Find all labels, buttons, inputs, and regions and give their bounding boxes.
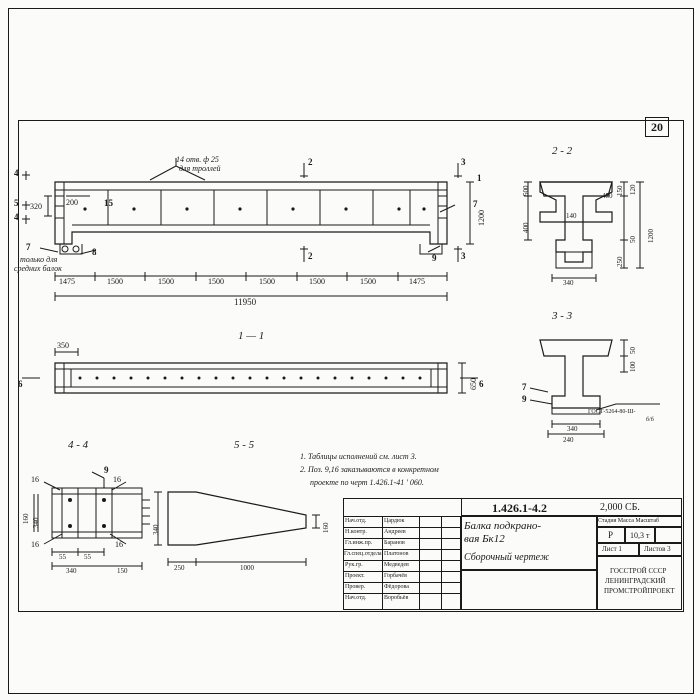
mark-1-top: 1	[477, 173, 482, 183]
dim-chain-7: 1500	[360, 277, 376, 286]
approval-col-2	[419, 516, 420, 610]
mark-7-left: 7	[26, 242, 31, 252]
approval-name-5: Горбачёв	[384, 573, 407, 579]
view-4-4-dim-55-b: 55	[84, 553, 91, 561]
approval-row-4	[343, 560, 461, 561]
dim-chain-4: 1500	[208, 277, 224, 286]
sheets-label: Листов 3	[644, 545, 671, 553]
dim-chain-2: 1500	[107, 277, 123, 286]
view-2-2-dim-400: 400	[522, 222, 530, 233]
view-3-3-dim-340: 340	[567, 425, 578, 433]
approval-role-4: Рук.гр.	[345, 562, 363, 568]
mark-7-right: 7	[473, 199, 478, 209]
dim-total: 11950	[234, 297, 257, 307]
title-bottom-cell	[461, 570, 597, 610]
label-1-1: 1 — 1	[238, 330, 265, 342]
view-4-4-mark-16-a: 16	[31, 475, 39, 484]
view-1-1-dim-650: 650	[469, 378, 478, 390]
view-1-1-mark-6-left: 6	[18, 379, 23, 389]
view-4-4-mark-16-c: 16	[31, 540, 39, 549]
approval-role-3: Гл.спец.отдела	[344, 551, 382, 557]
dim-200: 200	[66, 198, 78, 207]
dim-1200-top-view: 1200	[477, 210, 486, 226]
view-4-4-dim-160-v: 160	[22, 513, 30, 524]
view-5-5-dim-1000: 1000	[240, 564, 254, 572]
note-line-1: 1. Таблицы исполнений см. лист 3.	[300, 452, 417, 461]
mark-15: 15	[104, 198, 113, 208]
approval-row-3	[343, 549, 461, 550]
dim-chain-1: 1475	[59, 277, 75, 286]
org-line-2: ЛЕНИНГРАДСКИЙ	[605, 577, 666, 585]
dim-320: 320	[30, 202, 42, 211]
approval-name-6: Фёдорова	[384, 584, 409, 590]
view-1-1-dim-350: 350	[57, 341, 69, 350]
approval-name-0: Цардюк	[384, 518, 405, 524]
mark-4-lower: 4	[14, 212, 19, 222]
view-2-2-dim-150: 150	[616, 185, 624, 196]
view-5-5-dim-340: 340	[152, 524, 160, 535]
top-view-callout-holes-2: для троллей	[179, 164, 221, 173]
approval-row-7	[343, 593, 461, 594]
view-2-2-dim-1200: 1200	[647, 229, 655, 243]
view-3-3-dim-240: 240	[563, 436, 574, 444]
dim-chain-8: 1475	[409, 277, 425, 286]
mark-3-bottom: 3	[461, 251, 466, 261]
note-line-3: проекте по черт 1.426.1-41 ' 060.	[310, 478, 424, 487]
view-3-3-mark-7: 7	[522, 382, 527, 392]
approval-name-4: Медведев	[384, 562, 409, 568]
view-5-5-dim-160: 160	[322, 522, 330, 533]
label-3-3: 3 - 3	[552, 310, 573, 322]
dim-chain-6: 1500	[309, 277, 325, 286]
view-4-4-dim-340-v: 340	[32, 517, 40, 528]
approval-row-2	[343, 538, 461, 539]
title-line-1: Балка подкрано-	[464, 520, 542, 532]
view-3-3-weld-note-line2: б/б	[646, 417, 654, 423]
approval-name-3: Платонов	[384, 551, 409, 557]
approval-role-6: Провер.	[345, 584, 366, 590]
drawing-code: 1.426.1-4.2	[492, 501, 547, 515]
approval-col-3	[441, 516, 442, 610]
label-2-2: 2 - 2	[552, 145, 573, 157]
view-4-4-dim-55-a: 55	[59, 553, 66, 561]
note-only-for-line1: только для	[20, 255, 58, 264]
title-subtitle: Сборочный чертеж	[464, 552, 550, 563]
approval-col-1	[382, 516, 383, 610]
view-5-5-dim-250: 250	[174, 564, 185, 572]
view-4-4-dim-340-h: 340	[66, 567, 77, 575]
mark-2-top: 2	[308, 157, 313, 167]
approval-role-5: Проект.	[345, 573, 365, 579]
approval-name-1: Андреев	[384, 529, 406, 535]
dim-chain-5: 1500	[259, 277, 275, 286]
view-2-2-dim-500: 500	[522, 185, 530, 196]
view-1-1-mark-6-right: 6	[479, 379, 484, 389]
label-5-5: 5 - 5	[234, 439, 255, 451]
mark-8-left: 8	[92, 247, 97, 257]
approval-row-5	[343, 571, 461, 572]
mark-3-top: 3	[461, 157, 466, 167]
approval-role-7: Нач.отд.	[345, 595, 367, 601]
drawing-set: 2,000 СБ.	[600, 502, 640, 513]
dim-chain-3: 1500	[158, 277, 174, 286]
view-4-4-mark-16-b: 16	[113, 475, 121, 484]
org-line-1: ГОССТРОЙ СССР	[610, 567, 667, 575]
approval-role-0: Нач.отд.	[345, 518, 367, 524]
mark-2-bottom: 2	[308, 251, 313, 261]
approval-role-2: Гл.инж.пр.	[345, 540, 373, 546]
mark-5: 5	[14, 198, 19, 208]
mark-9-right: 9	[432, 253, 437, 263]
view-2-2-dim-140: 140	[566, 212, 577, 220]
stage-header: Стадия Масса Масштаб	[598, 518, 660, 524]
view-3-3-weld-note-line1: ГОСТ-5264-80-Ш-	[588, 409, 636, 415]
view-2-2-dim-50: 120	[629, 184, 637, 195]
view-3-3-mark-9: 9	[522, 394, 527, 404]
top-view-callout-holes: 14 отв. ф 25	[176, 155, 219, 164]
note-line-2: 2. Поз. 9,16 заказываются в конкретном	[300, 465, 439, 474]
approval-row-6	[343, 582, 461, 583]
stage-value: Р	[608, 530, 614, 540]
view-2-2-dim-120: 450	[602, 192, 613, 200]
approval-name-2: Баранов	[384, 540, 405, 546]
view-4-4-dim-150: 150	[117, 567, 128, 575]
sheet-label: Лист 1	[602, 545, 622, 553]
view-3-3-dim-50: 50	[629, 347, 637, 354]
view-2-2-dim-340: 340	[563, 279, 574, 287]
view-4-4-mark-16-d: 16	[115, 540, 123, 549]
mass-value: 10,3 т	[630, 531, 650, 540]
title-line-2: вая Бк12	[464, 533, 505, 545]
org-line-3: ПРОМСТРОЙПРОЕКТ	[604, 587, 675, 595]
mark-4-upper: 4	[14, 168, 19, 178]
approval-row-1	[343, 527, 461, 528]
view-2-2-dim-450: 50	[629, 236, 637, 243]
note-only-for-line2: средних балок	[14, 264, 62, 273]
page-number: 20	[651, 120, 663, 134]
view-2-2-dim-250: 250	[616, 256, 624, 267]
approval-name-7: Воробьёв	[384, 595, 409, 601]
label-4-4: 4 - 4	[68, 439, 89, 451]
view-4-4-mark-9: 9	[104, 465, 109, 475]
approval-role-1: Н.контр.	[345, 529, 367, 535]
view-3-3-dim-100: 100	[629, 361, 637, 372]
scale-cell	[655, 527, 682, 543]
